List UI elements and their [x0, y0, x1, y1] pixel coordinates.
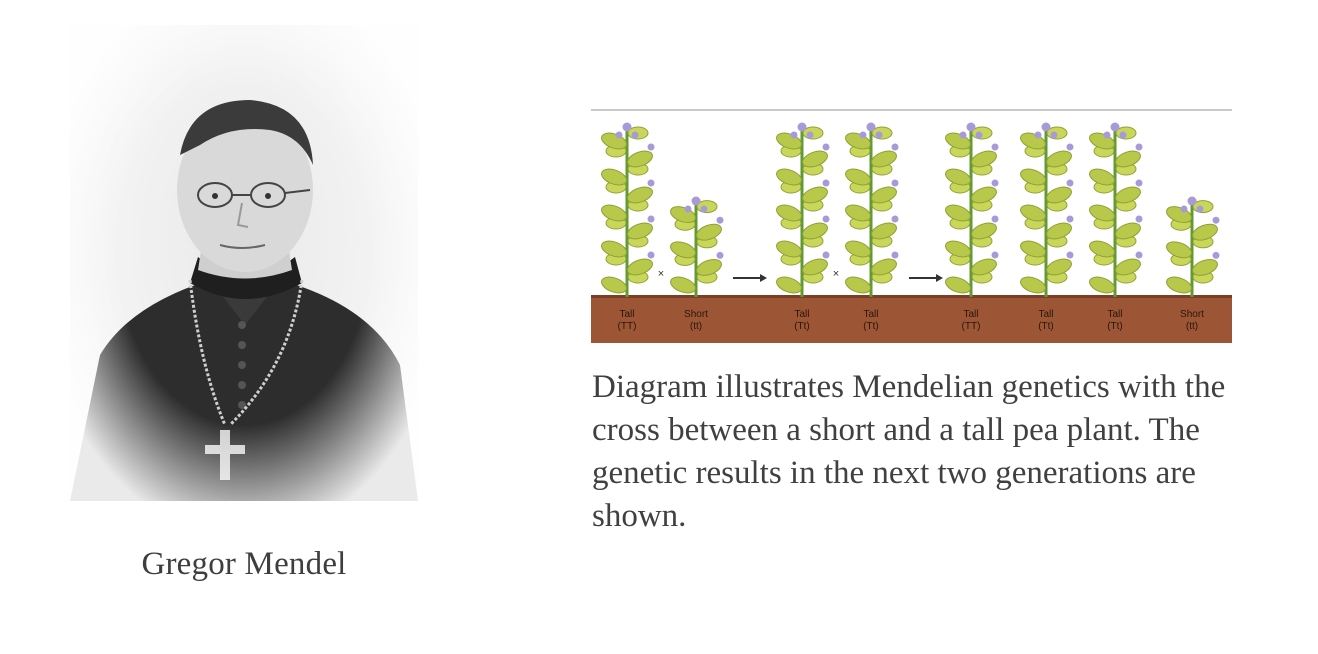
plant-genotype-label: (tt) [1185, 321, 1199, 332]
plant-genotype-label: (Tt) [794, 321, 810, 332]
plant-phenotype-label: Short [1180, 309, 1204, 320]
pea-plant-7 [1087, 123, 1142, 298]
pea-plant-4 [843, 123, 898, 298]
plant-phenotype-label: Tall [963, 309, 979, 320]
pea-plant-cross-diagram [591, 111, 1232, 343]
plant-genotype-label: (tt) [689, 321, 703, 332]
soil-edge [591, 295, 1232, 298]
pea-plant-8 [1164, 197, 1219, 298]
plant-genotype-label: (Tt) [863, 321, 879, 332]
cross-symbol: × [832, 268, 840, 280]
mendel-portrait [70, 25, 418, 501]
plant-genotype-label: (TT) [617, 321, 637, 332]
cross-symbol: × [657, 268, 665, 280]
plant-phenotype-label: Tall [1107, 309, 1123, 320]
pea-plant-6 [1018, 123, 1073, 298]
generation-arrow [733, 274, 767, 282]
pea-plant-5 [943, 123, 998, 298]
plant-phenotype-label: Tall [619, 309, 635, 320]
plant-genotype-label: (TT) [961, 321, 981, 332]
pea-plant-2 [668, 197, 723, 298]
pea-plant-illustration [591, 111, 1232, 343]
plant-phenotype-label: Tall [1038, 309, 1054, 320]
pea-plant-1 [599, 123, 654, 298]
plant-genotype-label: (Tt) [1038, 321, 1054, 332]
pea-plant-3 [774, 123, 829, 298]
plant-genotype-label: (Tt) [1107, 321, 1123, 332]
plant-phenotype-label: Short [684, 309, 708, 320]
generation-arrow [909, 274, 943, 282]
plant-phenotype-label: Tall [863, 309, 879, 320]
portrait-caption: Gregor Mendel [141, 546, 347, 582]
diagram-description: Diagram illustrates Mendelian genetics with the cross between a short and a tall pea plant. The genetic results in the next two generations are shown. [592, 369, 1226, 534]
plant-phenotype-label: Tall [794, 309, 810, 320]
